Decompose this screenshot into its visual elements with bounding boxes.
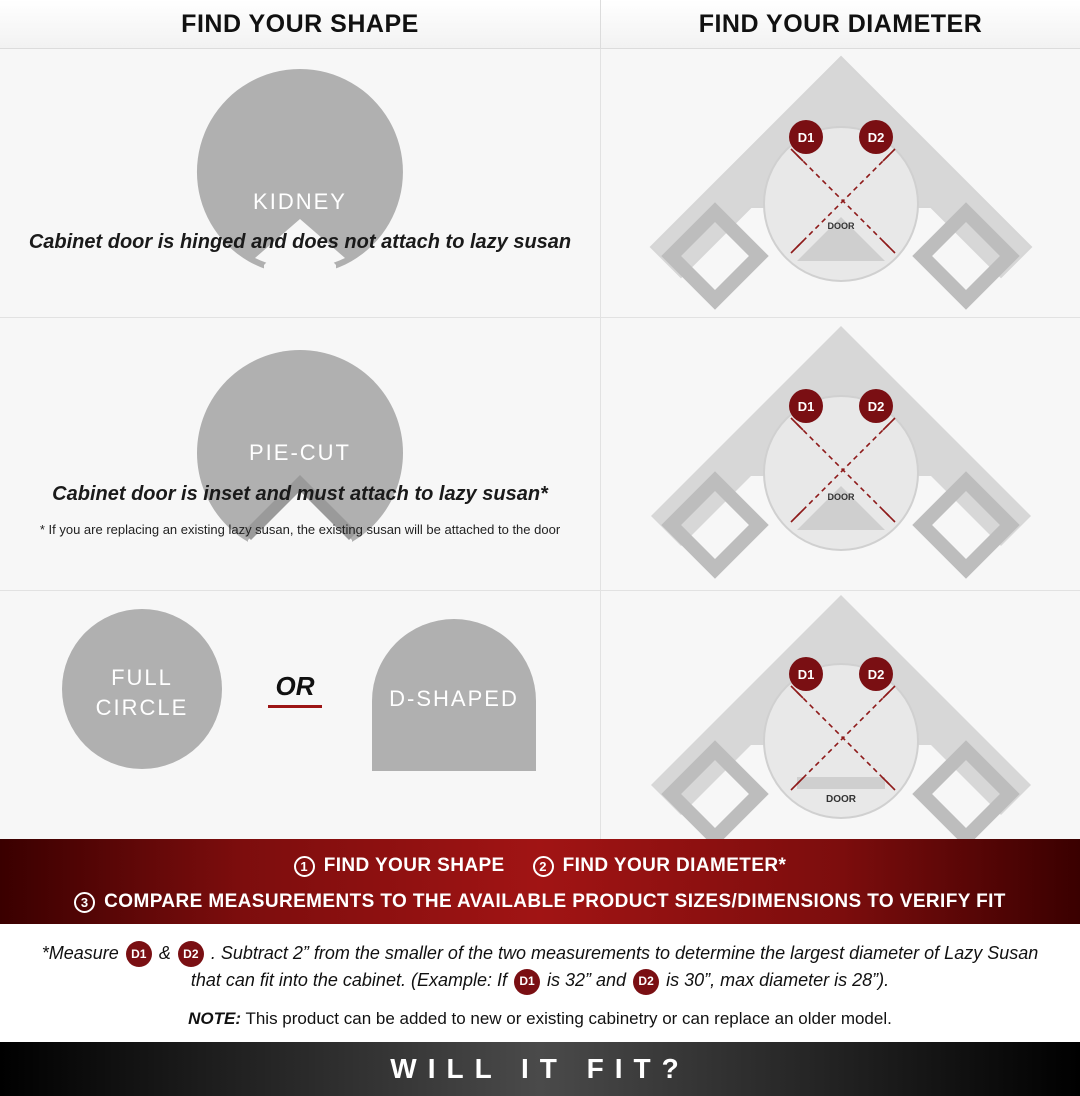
footnote-part-2: . Subtract 2” from the smaller of the two measurements to determine the largest diameter of Lazy Susan that can fit into the cabinet. (Example: If — [190, 943, 1039, 991]
footnote-part-4: is 30”, max diameter is 28”). — [666, 970, 890, 991]
kidney-diameter-cell — [601, 49, 1080, 317]
header-find-your-diameter: FIND YOUR DIAMETER — [698, 9, 983, 38]
footnote-part-1: *Measure — [41, 943, 119, 963]
d-shaped-label: D-SHAPED — [389, 686, 519, 711]
row-pie-cut — [0, 318, 1080, 591]
svg-text:D1: D1 — [797, 130, 815, 145]
footnote-d2-chip-example: D2 — [633, 969, 659, 995]
footnote-amp: & — [158, 943, 171, 963]
svg-text:D2: D2 — [867, 667, 885, 682]
svg-text:DOOR: DOOR — [826, 794, 856, 805]
pie-cut-caption: Cabinet door is inset and must attach to lazy susan* — [52, 483, 548, 505]
kidney-caption: Cabinet door is hinged and does not attach to lazy susan — [28, 231, 572, 253]
footnote-d1-chip-example: D1 — [514, 969, 540, 995]
svg-text:D2: D2 — [867, 130, 885, 145]
footnote-measure-line — [26, 940, 1054, 995]
pie-cut-shape-cell — [0, 318, 601, 590]
row-kidney — [0, 49, 1080, 318]
step-1-number: 1 — [294, 856, 315, 877]
step-1-text: FIND YOUR SHAPE — [323, 855, 505, 876]
step-2-number: 2 — [533, 856, 554, 877]
kidney-label: KIDNEY — [253, 189, 347, 214]
pie-cut-cabinet-diagram — [601, 318, 1080, 590]
footnote-part-3: is 32” and — [547, 970, 627, 991]
svg-text:D2: D2 — [867, 399, 885, 414]
steps-banner — [0, 839, 1080, 924]
comparison-grid — [0, 49, 1080, 839]
svg-text:DOOR: DOOR — [827, 221, 855, 231]
pie-cut-diameter-cell — [601, 318, 1080, 590]
note-label: NOTE: — [188, 1008, 242, 1028]
note-text: This product can be added to new or existing cabinetry or can replace an older model. — [245, 1008, 892, 1028]
full-circle-cabinet-diagram — [601, 591, 1080, 841]
or-underline — [268, 705, 322, 708]
svg-text:D1: D1 — [797, 667, 815, 682]
steps-banner-line-1 — [0, 846, 1080, 886]
will-it-fit-text: WILL IT FIT? — [390, 1053, 690, 1084]
full-circle-and-d-shape-graphic — [0, 591, 600, 841]
svg-text:DOOR: DOOR — [827, 492, 855, 502]
full-circle-label: FULL CIRCLE — [95, 665, 189, 720]
bottom-bar — [0, 1042, 1080, 1096]
row-full-circle-d-shaped — [0, 591, 1080, 842]
note-line — [26, 1007, 1054, 1032]
pie-cut-subcaption: * If you are replacing an existing lazy susan, the existing susan will be attached to the door — [39, 522, 561, 537]
steps-banner-line-2 — [0, 886, 1080, 918]
step-2 — [533, 855, 787, 877]
step-3-number: 3 — [74, 892, 95, 913]
step-2-text: FIND YOUR DIAMETER* — [562, 855, 787, 876]
step-1 — [294, 855, 505, 877]
svg-text:D1: D1 — [797, 399, 815, 414]
kidney-shape-cell — [0, 49, 601, 317]
step-3 — [74, 891, 1006, 913]
header-find-your-shape: FIND YOUR SHAPE — [0, 0, 601, 48]
kidney-shape-graphic — [0, 49, 600, 317]
full-circle-shape-cell — [0, 591, 601, 841]
step-3-text: COMPARE MEASUREMENTS TO THE AVAILABLE PRODUCT SIZES/DIMENSIONS TO VERIFY FIT — [104, 891, 1006, 912]
full-circle-diameter-cell — [601, 591, 1080, 841]
pie-cut-label: PIE-CUT — [249, 440, 351, 465]
kidney-cabinet-diagram — [601, 49, 1080, 317]
footnote — [0, 924, 1080, 1042]
footnote-d1-chip: D1 — [126, 941, 152, 967]
pie-cut-shape-graphic — [0, 318, 600, 590]
or-label: OR — [275, 671, 315, 701]
header — [0, 0, 1080, 49]
footnote-d2-chip: D2 — [178, 941, 204, 967]
